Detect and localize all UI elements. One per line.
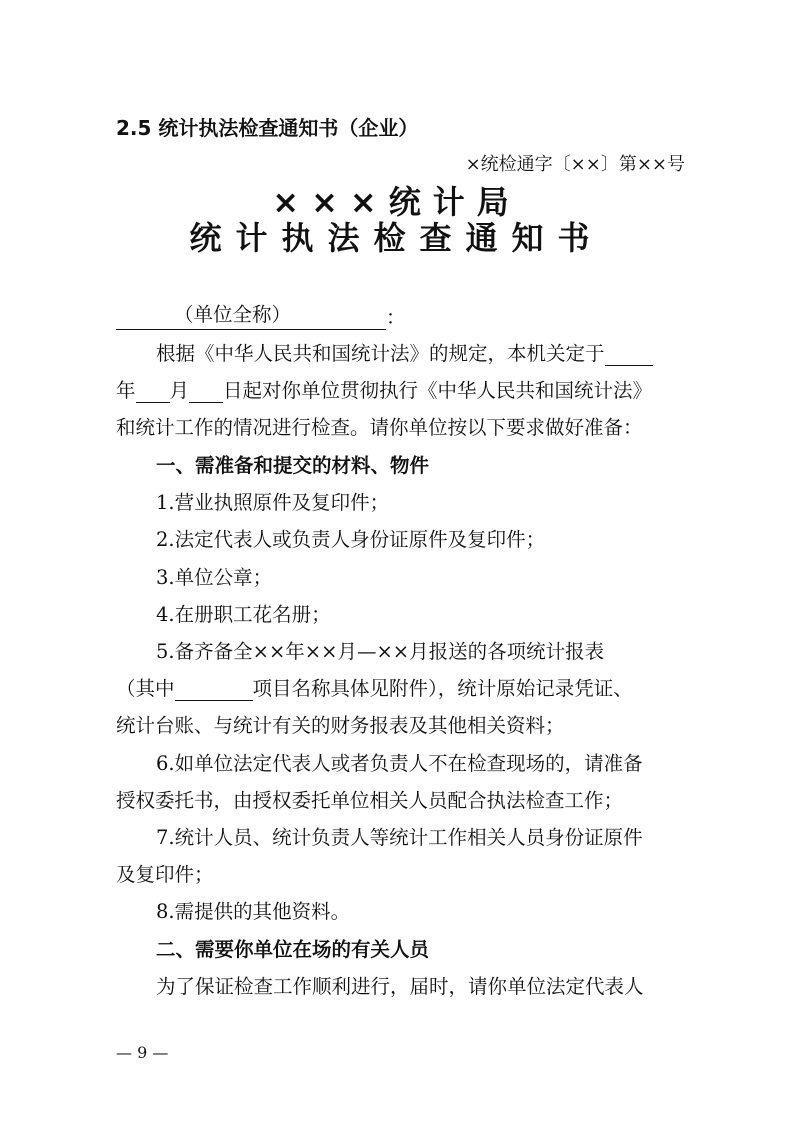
addressee-label: （单位全称） (174, 303, 292, 326)
item-5-line-1: 5.备齐备全××年××月—××月报送的各项统计报表 (156, 640, 605, 663)
item-4: 4.在册职工花名册； (156, 603, 331, 626)
year-label: 年 (116, 379, 136, 402)
item-6-line-1: 6.如单位法定代表人或者负责人不在检查现场的，请准备 (156, 752, 643, 775)
item-7-line-1: 7.统计人员、统计负责人等统计工作相关人员身份证原件 (156, 826, 643, 849)
intro-line-1 (156, 338, 653, 366)
item-5-prefix: （其中 (116, 677, 175, 700)
intro-line-2 (116, 375, 652, 403)
notice-title: 统计执法检查通知书 (189, 219, 604, 257)
item-7-line-2: 及复印件； (116, 863, 214, 886)
heading-materials: 一、需准备和提交的材料、物件 (156, 454, 430, 477)
month-label: 月 (169, 379, 190, 402)
item-3: 3.单位公章； (156, 566, 273, 589)
item-5-line-3: 统计台账、与统计有关的财务报表及其他相关资料； (116, 714, 565, 737)
item-6-line-2: 授权委托书，由授权委托单位相关人员配合执法检查工作； (116, 789, 624, 812)
intro-text-2: 日起对你单位贯彻执行《中华人民共和国统计法》 (223, 379, 653, 402)
intro-text-1: 根据《中华人民共和国统计法》的规定，本机关定于 (156, 342, 605, 365)
document-number: ×统检通字〔××〕第××号 (465, 154, 685, 175)
month-blank (136, 382, 170, 403)
year-blank (605, 345, 653, 366)
item-2: 2.法定代表人或负责人身份证原件及复印件； (156, 528, 546, 551)
issuer-title: ×××统计局 (272, 183, 521, 221)
day-blank (189, 382, 223, 403)
addressee-line (116, 302, 406, 330)
item-5-line-2 (116, 673, 633, 701)
personnel-paragraph: 为了保证检查工作顺利进行，届时，请你单位法定代表人 (156, 975, 644, 998)
intro-line-3: 和统计工作的情况进行检查。请你单位按以下要求做好准备： (116, 416, 643, 439)
heading-personnel: 二、需要你单位在场的有关人员 (156, 938, 430, 961)
item-8: 8.需提供的其他资料。 (156, 900, 351, 923)
item-5-suffix: 项目名称具体见附件），统计原始记录凭证、 (252, 677, 633, 700)
item-1: 1.营业执照原件及复印件； (156, 491, 390, 514)
addressee-colon: ： (386, 306, 406, 329)
section-title: 2.5 统计执法检查通知书（企业） (116, 116, 419, 140)
addressee-blank (116, 303, 386, 330)
item-5-blank (175, 680, 253, 701)
page-number: — 9 — (116, 1043, 169, 1062)
